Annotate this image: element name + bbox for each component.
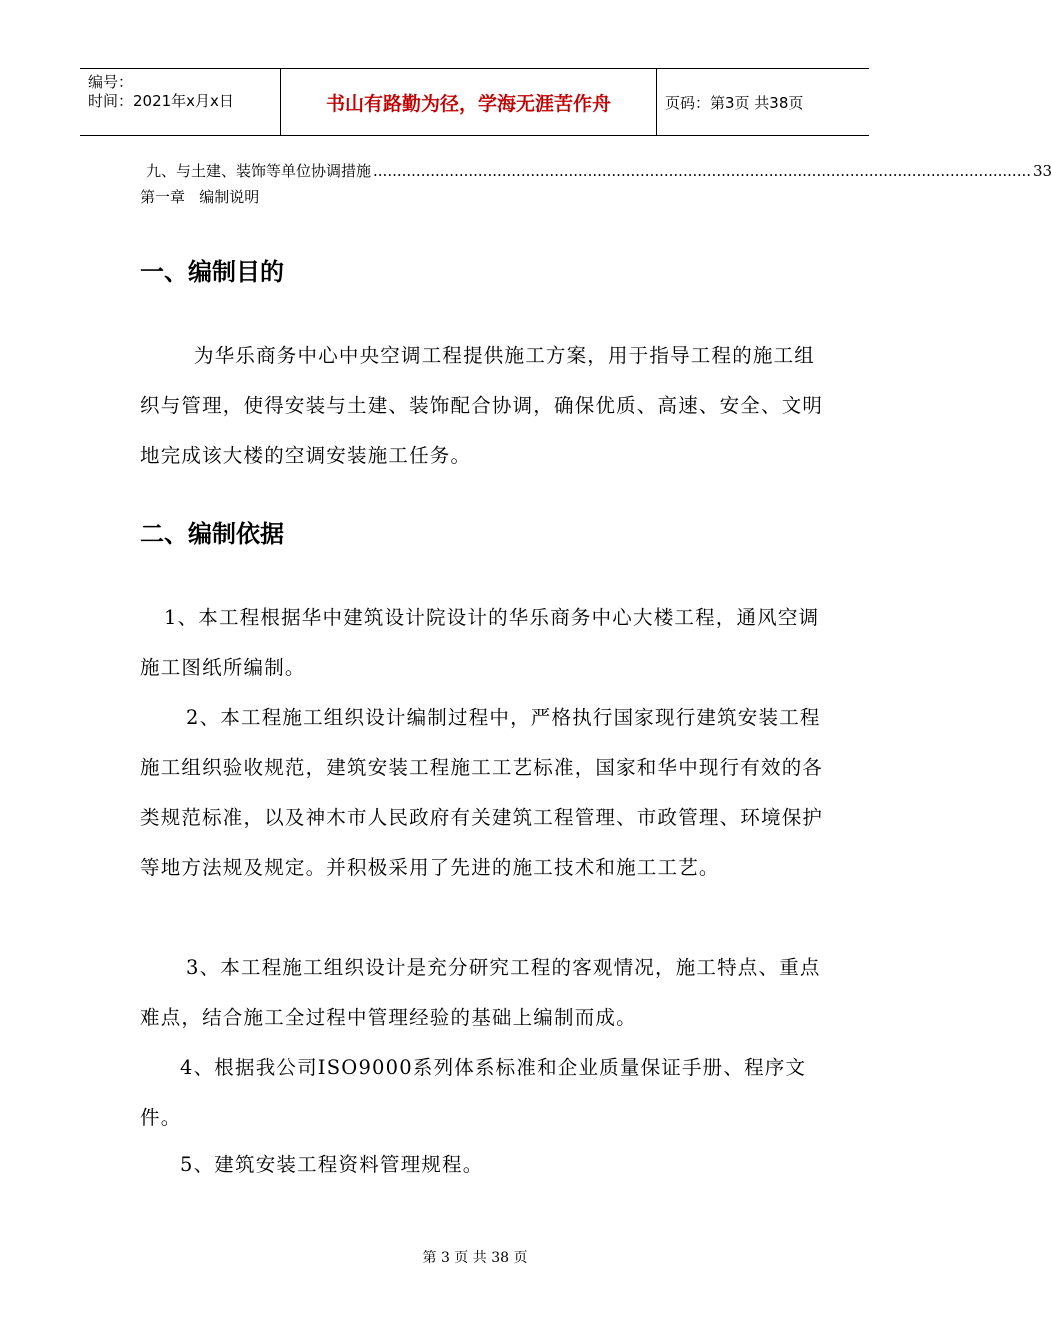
paragraph-basis-4: 4、根据我公司ISO9000系列体系标准和企业质量保证手册、程序文件。 — [140, 1056, 807, 1129]
document-number-label: 编号： — [88, 73, 134, 91]
paragraph-basis-5: 5、建筑安装工程资料管理规程。 — [180, 1153, 484, 1176]
toc-entry-page: 33 — [1033, 162, 1052, 180]
paragraph-basis-3: 3、本工程施工组织设计是充分研究工程的客观情况，施工特点、重点难点，结合施工全过程中管理经验的基础上编制而成。 — [140, 956, 821, 1029]
header-meta-cell — [80, 69, 281, 135]
toc-leader-dots: .......................................................................................................................................... — [373, 162, 1032, 180]
toc-entry-title: 九、与土建、装饰等单位协调措施 — [146, 162, 372, 180]
section-heading-basis: 二、编制依据 — [140, 520, 284, 548]
chapter-title: 第一章 编制说明 — [140, 188, 260, 206]
header-motto: 书山有路勤为径，学海无涯苦作舟 — [281, 69, 657, 135]
header-page-info: 页码：第3页 共38页 — [665, 93, 804, 112]
page-header — [80, 68, 869, 136]
paragraph-basis-1: 1、本工程根据华中建筑设计院设计的华乐商务中心大楼工程，通风空调施工图纸所编制。 — [140, 606, 820, 679]
section-heading-purpose: 一、编制目的 — [140, 258, 284, 286]
paragraph-purpose: 为华乐商务中心中央空调工程提供施工方案，用于指导工程的施工组织与管理，使得安装与土建、装饰配合协调，确保优质、高速、安全、文明地完成该大楼的空调安装施工任务。 — [140, 344, 824, 467]
document-date: 时间：2021年x月x日 — [88, 92, 234, 110]
page-footer: 第 3 页 共 38 页 — [422, 1250, 528, 1266]
paragraph-basis-2: 2、本工程施工组织设计编制过程中，严格执行国家现行建筑安装工程施工组织验收规范，建筑安装工程施工工艺标准，国家和华中现行有效的各类规范标准，以及神木市人民政府有关建筑工程管理、市政管理、环境保护等地方法规及规定。并积极采用了先进的施工技术和施工工艺。 — [140, 706, 824, 879]
toc-entry — [146, 160, 1052, 181]
